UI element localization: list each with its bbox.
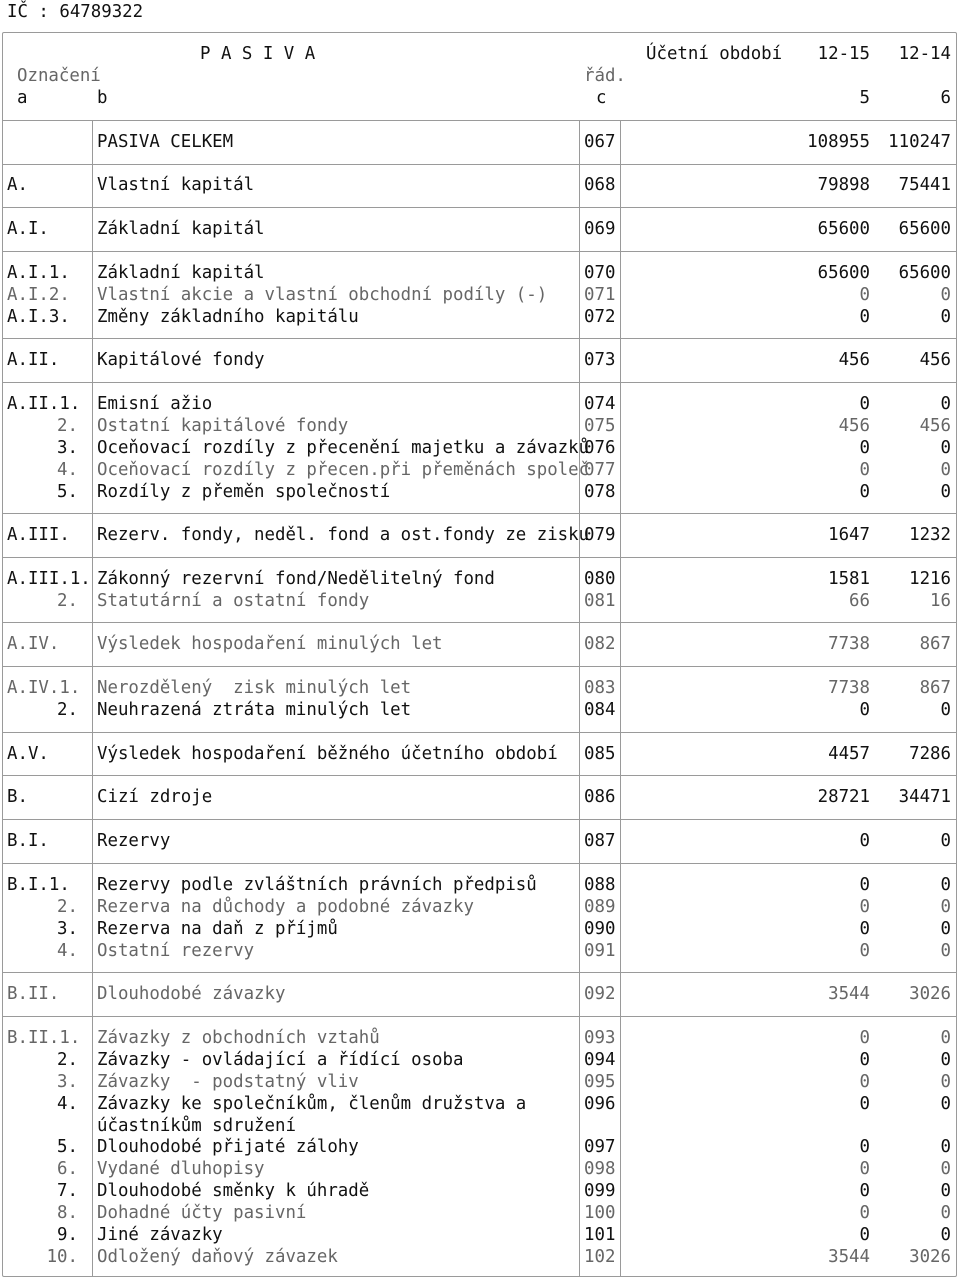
previous-period-value: 65600 — [898, 263, 951, 283]
previous-period-value: 456 — [919, 350, 951, 370]
column-number-5: 5 — [859, 88, 870, 108]
row-label: Rozdíly z přeměn společností — [97, 482, 391, 502]
row-separator — [3, 164, 956, 165]
row-number: 079 — [584, 525, 616, 545]
row-label: Změny základního kapitálu — [97, 307, 359, 327]
row-number: 072 — [584, 307, 616, 327]
row-number: 092 — [584, 984, 616, 1004]
row-separator — [3, 207, 956, 208]
previous-period-value: 1232 — [909, 525, 951, 545]
row-number: 084 — [584, 700, 616, 720]
row-label: Výsledek hospodaření minulých let — [97, 634, 443, 654]
row-code: 8. — [57, 1203, 78, 1223]
current-period-value: 0 — [859, 897, 870, 917]
row-number: 093 — [584, 1028, 616, 1048]
row-code: B.I.1. — [7, 875, 70, 895]
row-label: Dlouhodobé závazky — [97, 984, 286, 1004]
current-period-value: 7738 — [828, 678, 870, 698]
row-code: A.II.1. — [7, 394, 81, 414]
row-number: 067 — [584, 132, 616, 152]
row-code: A.I.1. — [7, 263, 70, 283]
current-period-value: 3544 — [828, 984, 870, 1004]
row-label: Zákonný rezervní fond/Nedělitelný fond — [97, 569, 495, 589]
current-period-value: 0 — [859, 875, 870, 895]
current-period-value: 0 — [859, 307, 870, 327]
row-number: 085 — [584, 744, 616, 764]
row-code: A.I. — [7, 219, 49, 239]
row-label: Neuhrazená ztráta minulých let — [97, 700, 412, 720]
column-separator — [92, 120, 93, 1276]
row-code: 10. — [46, 1247, 78, 1267]
previous-period-value: 7286 — [909, 744, 951, 764]
row-code: B.I. — [7, 831, 49, 851]
current-period-value: 456 — [838, 416, 870, 436]
row-label: Cizí zdroje — [97, 787, 213, 807]
current-period-value: 0 — [859, 285, 870, 305]
previous-period-value: 0 — [940, 1137, 951, 1157]
row-number: 073 — [584, 350, 616, 370]
row-number: 077 — [584, 460, 616, 480]
current-period-value: 28721 — [817, 787, 870, 807]
current-period-value: 0 — [859, 1072, 870, 1092]
previous-period-value: 867 — [919, 634, 951, 654]
row-label: Základní kapitál — [97, 219, 265, 239]
row-number: 099 — [584, 1181, 616, 1201]
row-separator — [3, 251, 956, 252]
previous-period-header: 12-14 — [898, 44, 951, 64]
row-code: 5. — [57, 482, 78, 502]
section-title: P A S I V A — [200, 44, 316, 64]
previous-period-value: 0 — [940, 307, 951, 327]
row-number: 082 — [584, 634, 616, 654]
current-period-value: 0 — [859, 919, 870, 939]
row-number: 089 — [584, 897, 616, 917]
row-label: PASIVA CELKEM — [97, 132, 234, 152]
row-separator — [3, 819, 956, 820]
current-period-value: 1647 — [828, 525, 870, 545]
previous-period-value: 75441 — [898, 175, 951, 195]
current-period-value: 0 — [859, 460, 870, 480]
current-period-value: 0 — [859, 700, 870, 720]
current-period-value: 4457 — [828, 744, 870, 764]
row-code: A.IV. — [7, 634, 60, 654]
previous-period-value: 0 — [940, 1094, 951, 1114]
row-label: Dlouhodobé přijaté zálohy — [97, 1137, 359, 1157]
previous-period-value: 3026 — [909, 984, 951, 1004]
column-separator — [620, 120, 621, 1276]
current-period-value: 0 — [859, 831, 870, 851]
row-label: Kapitálové fondy — [97, 350, 265, 370]
previous-period-value: 0 — [940, 438, 951, 458]
row-separator — [3, 732, 956, 733]
row-number: 087 — [584, 831, 616, 851]
row-code: 2. — [57, 700, 78, 720]
row-label: Vlastní akcie a vlastní obchodní podíly (-) — [97, 285, 548, 305]
row-label: Oceňovací rozdíly z přecenění majetku a závazků — [97, 438, 590, 458]
row-number: 083 — [584, 678, 616, 698]
row-label: Jiné závazky — [97, 1225, 223, 1245]
row-number: 088 — [584, 875, 616, 895]
previous-period-value: 0 — [940, 831, 951, 851]
previous-period-value: 0 — [940, 1225, 951, 1245]
row-label: Závazky - ovládající a řídící osoba — [97, 1050, 464, 1070]
row-code: 4. — [57, 941, 78, 961]
row-code: A. — [7, 175, 28, 195]
previous-period-value: 0 — [940, 1159, 951, 1179]
row-label: Emisní ažio — [97, 394, 213, 414]
row-number: 097 — [584, 1137, 616, 1157]
row-code: 3. — [57, 438, 78, 458]
row-label: Ostatní kapitálové fondy — [97, 416, 349, 436]
row-number: 081 — [584, 591, 616, 611]
row-number: 080 — [584, 569, 616, 589]
row-number: 068 — [584, 175, 616, 195]
row-separator — [3, 513, 956, 514]
previous-period-value: 0 — [940, 394, 951, 414]
current-period-value: 0 — [859, 482, 870, 502]
row-separator — [3, 1016, 956, 1017]
row-label: Rezerv. fondy, neděl. fond a ost.fondy ze zisku — [97, 525, 590, 545]
row-label: Rezerva na daň z příjmů — [97, 919, 338, 939]
current-period-value: 0 — [859, 1028, 870, 1048]
row-number: 094 — [584, 1050, 616, 1070]
row-code: A.III. — [7, 525, 70, 545]
row-code: 4. — [57, 1094, 78, 1114]
current-period-value: 7738 — [828, 634, 870, 654]
row-separator — [3, 775, 956, 776]
previous-period-value: 0 — [940, 1072, 951, 1092]
row-code: 3. — [57, 919, 78, 939]
current-period-value: 3544 — [828, 1247, 870, 1267]
previous-period-value: 456 — [919, 416, 951, 436]
current-period-value: 65600 — [817, 263, 870, 283]
row-code: A.II. — [7, 350, 60, 370]
previous-period-value: 0 — [940, 700, 951, 720]
row-number: 091 — [584, 941, 616, 961]
row-code: 9. — [57, 1225, 78, 1245]
row-number: 075 — [584, 416, 616, 436]
row-code: 5. — [57, 1137, 78, 1157]
column-letter-c: c — [596, 88, 607, 108]
row-number: 078 — [584, 482, 616, 502]
previous-period-value: 0 — [940, 285, 951, 305]
row-label: Vlastní kapitál — [97, 175, 255, 195]
current-period-value: 0 — [859, 1225, 870, 1245]
current-period-value: 456 — [838, 350, 870, 370]
row-label: Dlouhodobé směnky k úhradě — [97, 1181, 370, 1201]
row-label: Statutární a ostatní fondy — [97, 591, 370, 611]
row-code: 6. — [57, 1159, 78, 1179]
previous-period-value: 0 — [940, 897, 951, 917]
row-code: B. — [7, 787, 28, 807]
previous-period-value: 0 — [940, 1028, 951, 1048]
row-code: 2. — [57, 897, 78, 917]
row-number: 095 — [584, 1072, 616, 1092]
label-rad: řád. — [584, 66, 626, 86]
row-separator — [3, 557, 956, 558]
row-number: 100 — [584, 1203, 616, 1223]
row-label-continued: účastníkům sdružení — [97, 1116, 296, 1136]
row-code: 2. — [57, 1050, 78, 1070]
row-number: 098 — [584, 1159, 616, 1179]
previous-period-value: 0 — [940, 482, 951, 502]
row-code: B.II. — [7, 984, 60, 1004]
previous-period-value: 0 — [940, 875, 951, 895]
row-label: Základní kapitál — [97, 263, 265, 283]
ico-label: IČ : 64789322 — [7, 2, 144, 22]
row-label: Závazky ke společníkům, členům družstva a — [97, 1094, 527, 1114]
previous-period-value: 0 — [940, 460, 951, 480]
current-period-value: 66 — [849, 591, 870, 611]
row-code: A.V. — [7, 744, 49, 764]
current-period-value: 79898 — [817, 175, 870, 195]
row-label: Rezervy podle zvláštních právních předpisů — [97, 875, 537, 895]
previous-period-value: 16 — [930, 591, 951, 611]
row-label: Výsledek hospodaření běžného účetního období — [97, 744, 558, 764]
row-separator — [3, 863, 956, 864]
previous-period-value: 0 — [940, 941, 951, 961]
column-letter-a: a — [17, 88, 28, 108]
period-label: Účetní období — [646, 44, 783, 64]
current-period-value: 1581 — [828, 569, 870, 589]
row-number: 071 — [584, 285, 616, 305]
column-number-6: 6 — [940, 88, 951, 108]
current-period-value: 0 — [859, 1159, 870, 1179]
row-separator — [3, 120, 956, 121]
previous-period-value: 3026 — [909, 1247, 951, 1267]
current-period-value: 0 — [859, 1181, 870, 1201]
current-period-value: 0 — [859, 1050, 870, 1070]
row-separator — [3, 972, 956, 973]
current-period-value: 108955 — [807, 132, 870, 152]
previous-period-value: 65600 — [898, 219, 951, 239]
row-code: 4. — [57, 460, 78, 480]
row-separator — [3, 622, 956, 623]
row-number: 101 — [584, 1225, 616, 1245]
current-period-header: 12-15 — [817, 44, 870, 64]
row-separator — [3, 338, 956, 339]
current-period-value: 0 — [859, 394, 870, 414]
previous-period-value: 867 — [919, 678, 951, 698]
previous-period-value: 110247 — [888, 132, 951, 152]
row-code: 2. — [57, 591, 78, 611]
row-number: 074 — [584, 394, 616, 414]
row-label: Závazky - podstatný vliv — [97, 1072, 359, 1092]
previous-period-value: 0 — [940, 919, 951, 939]
row-number: 069 — [584, 219, 616, 239]
row-code: 7. — [57, 1181, 78, 1201]
previous-period-value: 0 — [940, 1203, 951, 1223]
label-oznaceni: Označení — [17, 66, 101, 86]
row-number: 076 — [584, 438, 616, 458]
previous-period-value: 34471 — [898, 787, 951, 807]
current-period-value: 0 — [859, 1203, 870, 1223]
row-label: Rezervy — [97, 831, 171, 851]
row-label: Rezerva na důchody a podobné závazky — [97, 897, 474, 917]
row-label: Závazky z obchodních vztahů — [97, 1028, 380, 1048]
current-period-value: 0 — [859, 438, 870, 458]
row-label: Ostatní rezervy — [97, 941, 255, 961]
row-number: 102 — [584, 1247, 616, 1267]
row-label: Oceňovací rozdíly z přecen.při přeměnách společ — [97, 460, 590, 480]
row-label: Dohadné účty pasivní — [97, 1203, 307, 1223]
previous-period-value: 0 — [940, 1181, 951, 1201]
row-separator — [3, 666, 956, 667]
row-number: 090 — [584, 919, 616, 939]
row-number: 096 — [584, 1094, 616, 1114]
column-letter-b: b — [97, 88, 108, 108]
row-number: 070 — [584, 263, 616, 283]
row-label: Odložený daňový závazek — [97, 1247, 338, 1267]
row-code: A.I.2. — [7, 285, 70, 305]
row-code: A.III.1. — [7, 569, 91, 589]
row-code: 2. — [57, 416, 78, 436]
row-code: 3. — [57, 1072, 78, 1092]
current-period-value: 0 — [859, 1094, 870, 1114]
row-separator — [3, 382, 956, 383]
row-label: Nerozdělený zisk minulých let — [97, 678, 412, 698]
row-label: Vydané dluhopisy — [97, 1159, 265, 1179]
row-code: A.IV.1. — [7, 678, 81, 698]
column-separator — [579, 120, 580, 1276]
current-period-value: 65600 — [817, 219, 870, 239]
current-period-value: 0 — [859, 941, 870, 961]
previous-period-value: 0 — [940, 1050, 951, 1070]
row-number: 086 — [584, 787, 616, 807]
current-period-value: 0 — [859, 1137, 870, 1157]
row-code: B.II.1. — [7, 1028, 81, 1048]
previous-period-value: 1216 — [909, 569, 951, 589]
row-code: A.I.3. — [7, 307, 70, 327]
